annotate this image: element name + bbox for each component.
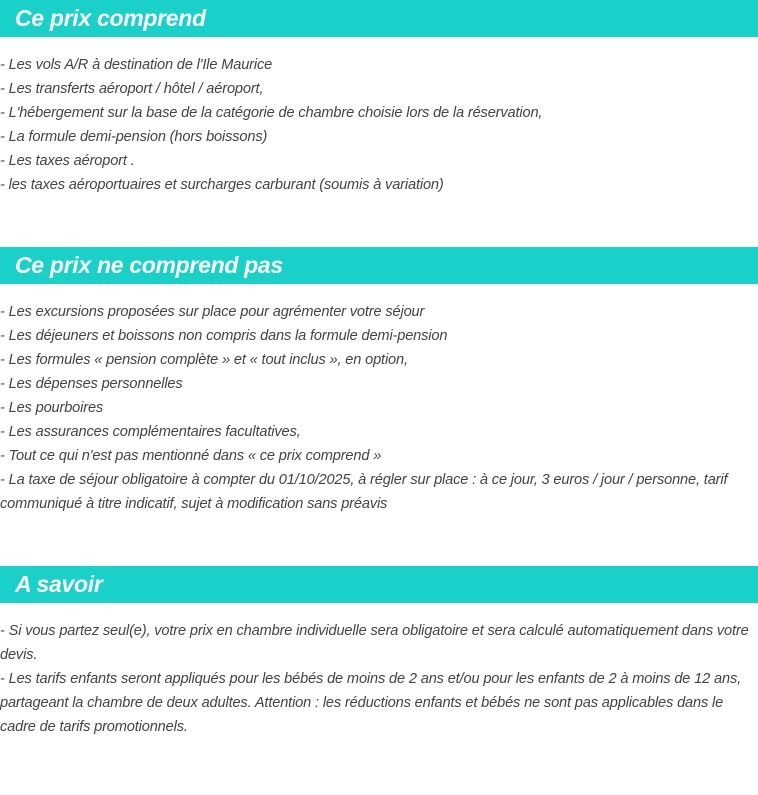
section-header-info	[0, 566, 758, 603]
section-header-includes	[0, 0, 758, 37]
section-title-excludes: Ce prix ne comprend pas	[15, 252, 283, 278]
section-header-excludes	[0, 247, 758, 284]
list-item: - L'hébergement sur la base de la catégorie de chambre choisie lors de la réservation,	[0, 105, 543, 121]
list-item: - Les pourboires	[0, 400, 104, 416]
list-item: - Les dépenses personnelles	[0, 376, 183, 392]
excludes-list	[0, 300, 758, 516]
list-item: - Tout ce qui n'est pas mentionné dans « ce prix comprend »	[0, 448, 382, 464]
list-item: - Les taxes aéroport .	[0, 153, 135, 169]
list-item: - Si vous partez seul(e), votre prix en chambre individuelle sera obligatoire et sera calculé automatiquement dans votre devis.	[0, 623, 749, 663]
list-item: - Les vols A/R à destination de l'Ile Maurice	[0, 57, 273, 73]
list-item: - Les excursions proposées sur place pour agrémenter votre séjour	[0, 304, 425, 320]
list-item: - Les formules « pension complète » et « tout inclus », en option,	[0, 352, 408, 368]
section-title-info: A savoir	[15, 571, 103, 597]
list-item: - Les assurances complémentaires facultatives,	[0, 424, 301, 440]
info-list	[0, 619, 758, 739]
list-item: - Les transferts aéroport / hôtel / aéroport,	[0, 81, 264, 97]
list-item: - Les déjeuners et boissons non compris dans la formule demi-pension	[0, 328, 448, 344]
list-item: - les taxes aéroportuaires et surcharges carburant (soumis à variation)	[0, 177, 444, 193]
list-item: - Les tarifs enfants seront appliqués pour les bébés de moins de 2 ans et/ou pour les enfants de 2 à moins de 12 ans, partageant la chambre de deux adultes. Attention : les réductions enfants et bébés ne sont pas applicables dans le cadre de tarifs promotionnels.	[0, 671, 741, 735]
list-item: - La formule demi-pension (hors boissons)	[0, 129, 268, 145]
list-item: - La taxe de séjour obligatoire à compter du 01/10/2025, à régler sur place : à ce jour, 3 euros / jour / personne, tarif communiqué à titre indicatif, sujet à modification sans préavis	[0, 472, 728, 512]
section-title-includes: Ce prix comprend	[15, 5, 206, 31]
includes-list	[0, 53, 758, 197]
